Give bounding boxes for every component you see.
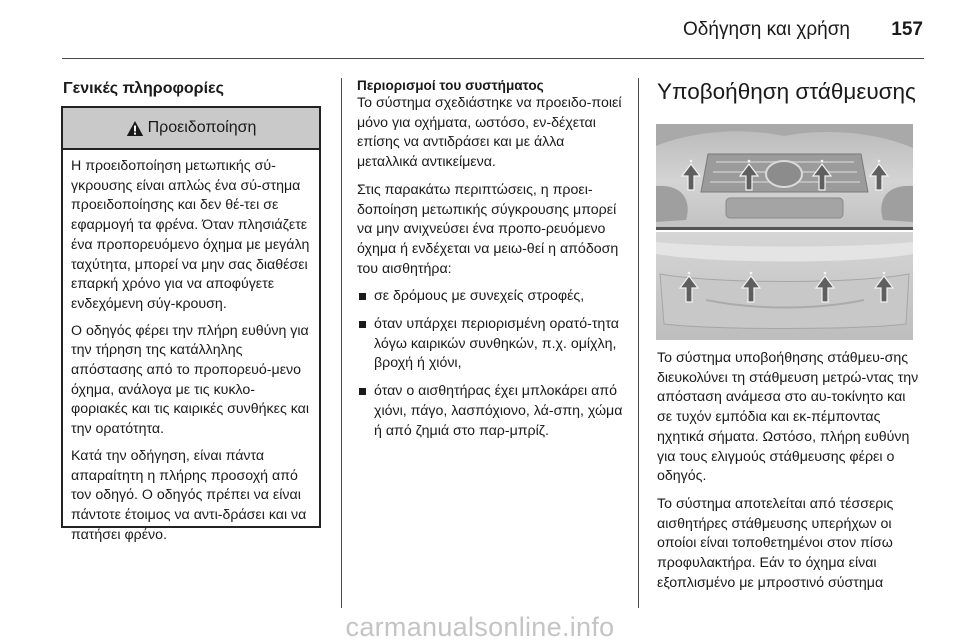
- list-item: όταν ο αισθητήρας έχει μπλοκάρει από χιόνι, πάγο, λασπόχιονο, λά-σπη, χώμα ή από ζημιά στο παρ-μπρίζ.: [357, 382, 627, 441]
- system-limits-heading: Περιορισμοί του συστήματος: [357, 78, 544, 93]
- section-title-general-info: Γενικές πληροφορίες: [63, 80, 224, 97]
- bullet-icon: [359, 321, 366, 328]
- column-divider-left: [341, 78, 342, 608]
- body-paragraph: Στις παρακάτω περιπτώσεις, η προει-δοποίηση μετωπικής σύγκρουσης μπορεί να μην ανιχνεύσει ένα προπο-ρευόμενο όχημα ή ενδέχεται να μειω-θεί η απόδοση του αισθητήρα:: [357, 181, 619, 277]
- warning-header: [63, 108, 319, 150]
- warning-paragraph: Ο οδηγός φέρει την πλήρη ευθύνη για την τήρηση της κατάλληλης απόστασης από το προπορευό-μενο όχημα, ανάλογα με τις κυκλο-φοριακές και τις καιρικές συνθήκες και την ορατότητα.: [71, 322, 310, 438]
- warning-paragraph: Κατά την οδήγηση, είναι πάντα απαραίτητη η πλήρης προσοχή από τον οδηγό. Ο οδηγός πρέπει να είναι πάντοτε έτοιμος να αντι-δράσει και να πατήσει φρένο.: [71, 447, 307, 543]
- bullet-icon: [359, 388, 366, 395]
- list-item: όταν υπάρχει περιορισμένη ορατό-τητα λόγω καιρικών συνθηκών, π.χ. ομίχλη, βροχή ή χιόνι,: [357, 315, 627, 374]
- warning-body: [63, 150, 319, 545]
- body-paragraph: Το σύστημα υποβοήθησης στάθμευ-σης διευκολύνει τη στάθμευση μετρώ-ντας την απόσταση ανάμεσα στο αυ-τοκίνητο και σε τυχόν εμπόδια και εκ-πέμποντας ηχητικά σήματα. Ωστόσο, πλήρη ευθύνη για τους ελιγμούς στάθμευσης φέρει ο οδηγός.: [657, 350, 919, 485]
- column-divider-right: [638, 78, 639, 608]
- list-item: σε δρόμους με συνεχείς στροφές,: [357, 287, 627, 307]
- warning-triangle-icon: [126, 120, 144, 137]
- page-number: 157: [891, 19, 923, 40]
- header-rule: [62, 58, 924, 59]
- watermark: carmanualsonline.info: [345, 612, 615, 642]
- warning-paragraph: Η προειδοποίηση μετωπικής σύ-γκρουσης είναι απλώς ένα σύ-στημα προειδοποίησης και δεν θέ-τει σε εφαρμογή τα φρένα. Όταν πλησιάζετε ένα προπορευόμενο όχημα με μεγάλη ταχύτητα, μπορεί να μην σας διαθέσει επαρκή χρόνο για να αποφύγετε ενδεχόμενη σύγ-κρουση.: [71, 158, 310, 312]
- conditions-list: [357, 287, 627, 441]
- body-paragraph: Το σύστημα αποτελείται από τέσσερις αισθητήρες στάθμευσης υπερήχων οι οποίοι είναι τοποθετημένοι στον πίσω προφυλακτήρα. Εάν το όχημα είναι εξοπλισμένο με μπροστινό σύστημα: [657, 495, 894, 591]
- body-paragraph: Το σύστημα σχεδιάστηκε να προειδο-ποιεί μόνο για οχήματα, ωστόσο, εν-δέχεται επίσης να αντιδράσει και με άλλα μεταλλικά αντικείμενα.: [357, 95, 622, 171]
- bullet-icon: [359, 293, 366, 300]
- page-header-title: Οδήγηση και χρήση: [683, 19, 850, 40]
- system-limits-column: [357, 78, 627, 449]
- section-title-parking-assist: Υποβοήθηση στάθμευσης: [657, 79, 916, 104]
- parking-assist-body: [657, 349, 919, 601]
- warning-box: [61, 106, 321, 543]
- warning-title: Προειδοποίηση: [147, 119, 257, 136]
- parking-sensor-illustration: [656, 124, 913, 340]
